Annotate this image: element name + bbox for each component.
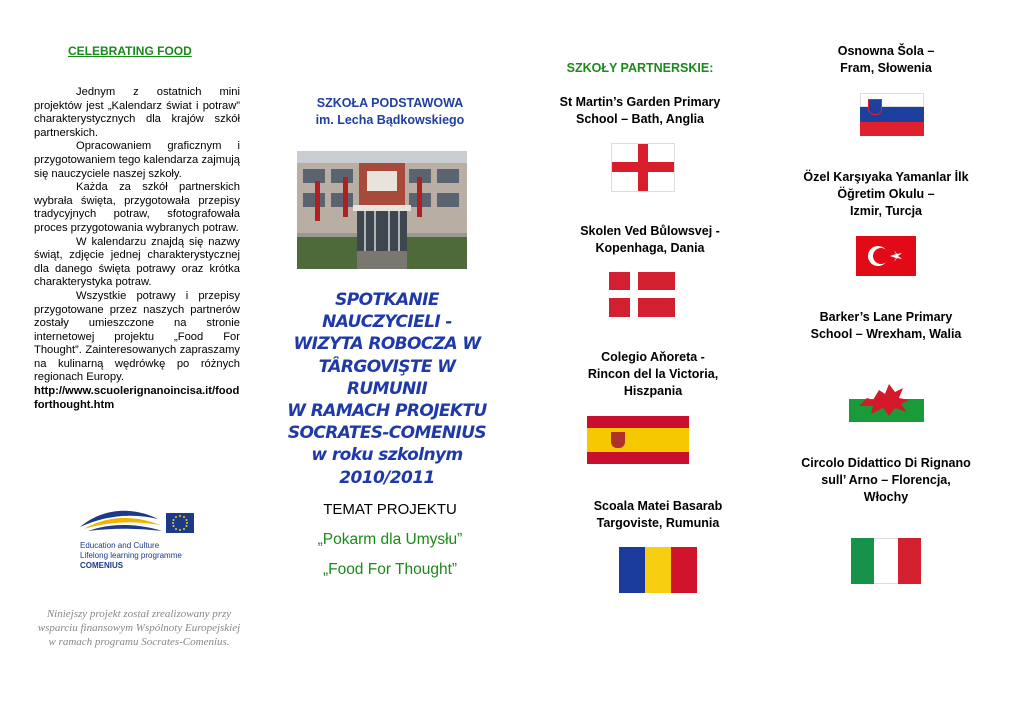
meeting-title-line: w roku szkolnym <box>311 445 463 466</box>
meeting-title-line: W RAMACH PROJEKTU <box>287 401 487 422</box>
italy-flag-icon <box>851 538 921 584</box>
project-link[interactable]: http://www.scuolerignanoincisa.it/foodforthought.htm <box>34 385 240 411</box>
partner-line: Barker’s Lane Primary <box>819 310 953 324</box>
partner-school <box>548 498 768 532</box>
romania-flag-icon <box>619 547 697 593</box>
partner-line: Osnowna Šola – <box>837 44 935 58</box>
partner-line: School – Bath, Anglia <box>575 112 705 126</box>
paragraph: Opracowaniem graficznym i przygotowaniem tego kalendarza zajmują się nauczyciele naszej szkoły. <box>34 140 240 180</box>
logo-text: Education and Culture <box>80 541 160 550</box>
topic-label: TEMAT PROJEKTU <box>323 501 457 518</box>
school-patron: im. Lecha Bądkowskiego <box>315 113 465 127</box>
partner-line: Kopenhaga, Dania <box>595 241 705 255</box>
paragraph: Jednym z ostatnich mini projektów jest „Kalendarz świat i potraw” charakterystycznych dla krajów szkół partnerskich. <box>34 86 240 139</box>
denmark-flag-icon <box>609 272 675 317</box>
topic-polish: „Pokarm dla Umysłu” <box>317 531 463 548</box>
partners-heading: SZKOŁY PARTNERSKIE: <box>566 61 714 75</box>
llp-emblem-icon <box>74 503 204 539</box>
funding-disclaimer: Niniejszy projekt został zrealizowany przy wsparciu finansowym Wspólnoty Europejskiej w ramach programu Socrates-Comenius. <box>37 608 241 648</box>
partner-school <box>540 223 760 257</box>
meeting-title <box>282 289 492 489</box>
meeting-title-line: WIZYTA ROBOCZA W <box>293 334 481 355</box>
partner-line: Scoala Matei Basarab <box>593 499 723 513</box>
partner-school <box>776 455 996 506</box>
topic-english: „Food For Thought” <box>322 561 458 578</box>
meeting-title-line: SPOTKANIE <box>335 290 439 310</box>
meeting-title-line: NAUCZYCIELI - <box>322 312 452 333</box>
meeting-title-line: SOCRATES-COMENIUS <box>287 423 487 444</box>
slovenia-flag-icon <box>860 93 924 136</box>
partner-school <box>545 349 761 400</box>
spain-flag-icon <box>587 416 689 464</box>
paragraph: W kalendarzu znajdą się nazwy świąt, zdjęcie jednej charakterystycznej dla danego święta potrawy oraz krótka charakterystyka potraw. <box>34 235 240 289</box>
school-building-photo <box>297 151 467 269</box>
partner-line: Öğretim Okulu – <box>837 187 935 201</box>
lifelong-learning-logo <box>74 503 204 575</box>
partner-line: St Martin’s Garden Primary <box>559 95 721 109</box>
partner-line: Circolo Didattico Di Rignano <box>801 456 971 470</box>
meeting-title-line: 2010/2011 <box>339 467 435 488</box>
article-body <box>34 86 240 412</box>
school-name <box>290 95 490 129</box>
school-type: SZKOŁA PODSTAWOWA <box>316 96 464 110</box>
partner-line: Izmir, Turcja <box>849 204 922 218</box>
partner-line: Skolen Ved Bůlowsvej - <box>580 224 720 238</box>
section-title: CELEBRATING FOOD <box>68 44 192 58</box>
partner-school <box>530 94 750 128</box>
partner-line: Hiszpania <box>623 384 683 398</box>
partner-line: Włochy <box>863 490 909 504</box>
partner-school <box>776 43 996 77</box>
partner-school <box>776 309 996 343</box>
turkey-flag-icon <box>856 236 916 276</box>
paragraph: Wszystkie potrawy i przepisy przygotowane przez naszych partnerów zostały umieszczone na stronie internetowej projektu „Food For Thought”. Zainteresowanych zapraszamy na kulinarną wędrówkę po różnych regionach Europy. <box>34 289 240 384</box>
meeting-title-line: TÂRGOVIŞTE W RUMUNII <box>318 356 456 399</box>
logo-text: Lifelong learning programme <box>80 551 182 560</box>
partner-line: sull’ Arno – Florencja, <box>821 473 951 487</box>
partner-school <box>776 169 996 220</box>
paragraph: Każda za szkół partnerskich wybrała święta, przygotowała przepisy tradycyjnych potraw, sfotografowała proces przygotowania wybranych potraw. <box>34 181 240 234</box>
wales-flag-icon <box>849 376 924 422</box>
partner-line: Colegio Aňoreta - <box>601 350 705 364</box>
partner-line: Rincon del la Victoria, <box>587 367 719 381</box>
england-flag-icon <box>611 143 675 192</box>
logo-text: COMENIUS <box>80 561 124 570</box>
partner-line: Fram, Słowenia <box>840 61 932 75</box>
partner-line: School – Wrexham, Walia <box>810 327 962 341</box>
partner-line: Özel Karşıyaka Yamanlar İlk <box>803 170 969 184</box>
partner-line: Targoviste, Rumunia <box>596 516 720 530</box>
